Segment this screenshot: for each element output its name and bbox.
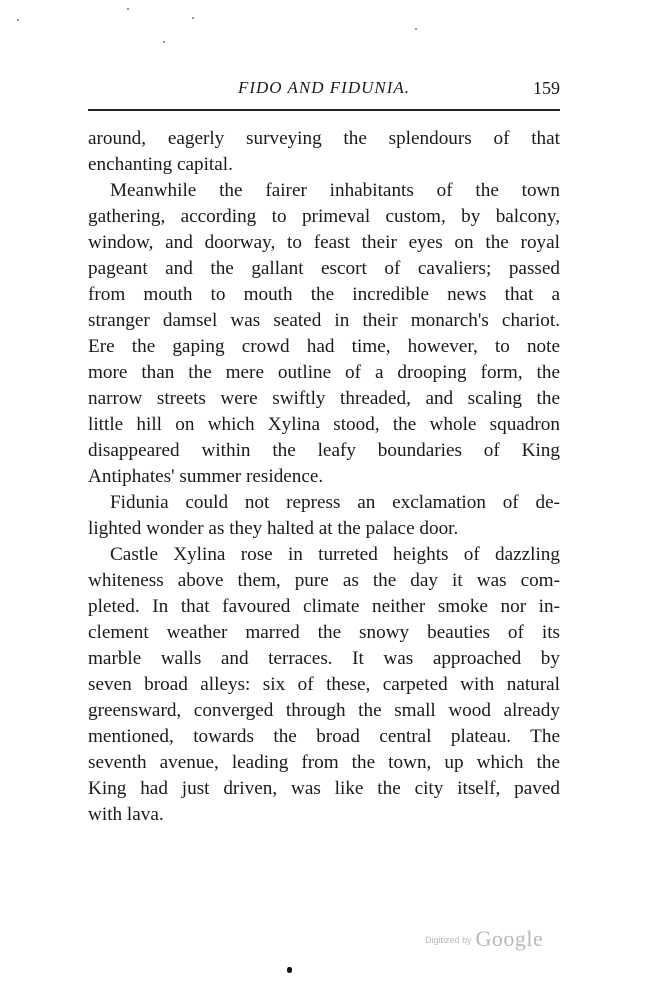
text-line: Fidunia could not repress an exclamation of de- <box>110 492 560 513</box>
text-line: more than the mere outline of a drooping form, the <box>88 362 560 383</box>
text-line: around, eagerly surveying the splendours of that <box>88 128 560 149</box>
running-head <box>88 76 560 102</box>
scan-speck <box>192 17 194 19</box>
page-number: 159 <box>533 78 560 98</box>
text-line: pageant and the gallant escort of cavaliers; passed <box>88 258 560 279</box>
running-title: FIDO AND FIDUNIA. <box>237 78 411 97</box>
text-line: stranger damsel was seated in their monarch's chariot. <box>88 310 560 331</box>
text-line: from mouth to mouth the incredible news that a <box>88 284 560 305</box>
digitized-by-google-watermark <box>425 926 543 952</box>
google-logo: Google <box>475 926 544 951</box>
text-line: gathering, according to primeval custom, by balcony, <box>88 206 560 227</box>
text-line: seventh avenue, leading from the town, up which the <box>88 752 560 773</box>
text-line: Castle Xylina rose in turreted heights of dazzling <box>110 544 560 565</box>
text-line: mentioned, towards the broad central plateau. The <box>88 726 560 747</box>
text-line: Meanwhile the fairer inhabitants of the town <box>110 180 560 201</box>
scan-speck <box>163 41 165 43</box>
scan-speck <box>127 8 129 10</box>
scan-speck <box>17 19 19 21</box>
text-line: King had just driven, was like the city itself, paved <box>88 778 560 799</box>
text-line: pleted. In that favoured climate neither smoke nor in- <box>88 596 560 617</box>
header-rule <box>88 109 560 111</box>
text-line: marble walls and terraces. It was approached by <box>88 648 560 669</box>
body-text <box>88 126 560 828</box>
text-line: window, and doorway, to feast their eyes on the royal <box>88 232 560 253</box>
ink-blot <box>287 967 292 973</box>
scan-speck <box>415 28 417 30</box>
text-line: narrow streets were swiftly threaded, and scaling the <box>88 388 560 409</box>
text-line: Ere the gaping crowd had time, however, to note <box>88 336 560 357</box>
text-line: clement weather marred the snowy beauties of its <box>88 622 560 643</box>
text-line: seven broad alleys: six of these, carpeted with natural <box>88 674 560 695</box>
text-line: lighted wonder as they halted at the palace door. <box>88 518 459 539</box>
text-line: Antiphates' summer residence. <box>88 466 324 487</box>
watermark-prefix: Digitized by <box>425 935 472 945</box>
text-line: disappeared within the leafy boundaries of King <box>88 440 560 461</box>
text-line: whiteness above them, pure as the day it was com- <box>88 570 560 591</box>
text-line: little hill on which Xylina stood, the whole squadron <box>88 414 560 435</box>
text-line: with lava. <box>88 804 164 825</box>
text-line: greensward, converged through the small wood already <box>88 700 560 721</box>
text-line: enchanting capital. <box>88 154 233 175</box>
